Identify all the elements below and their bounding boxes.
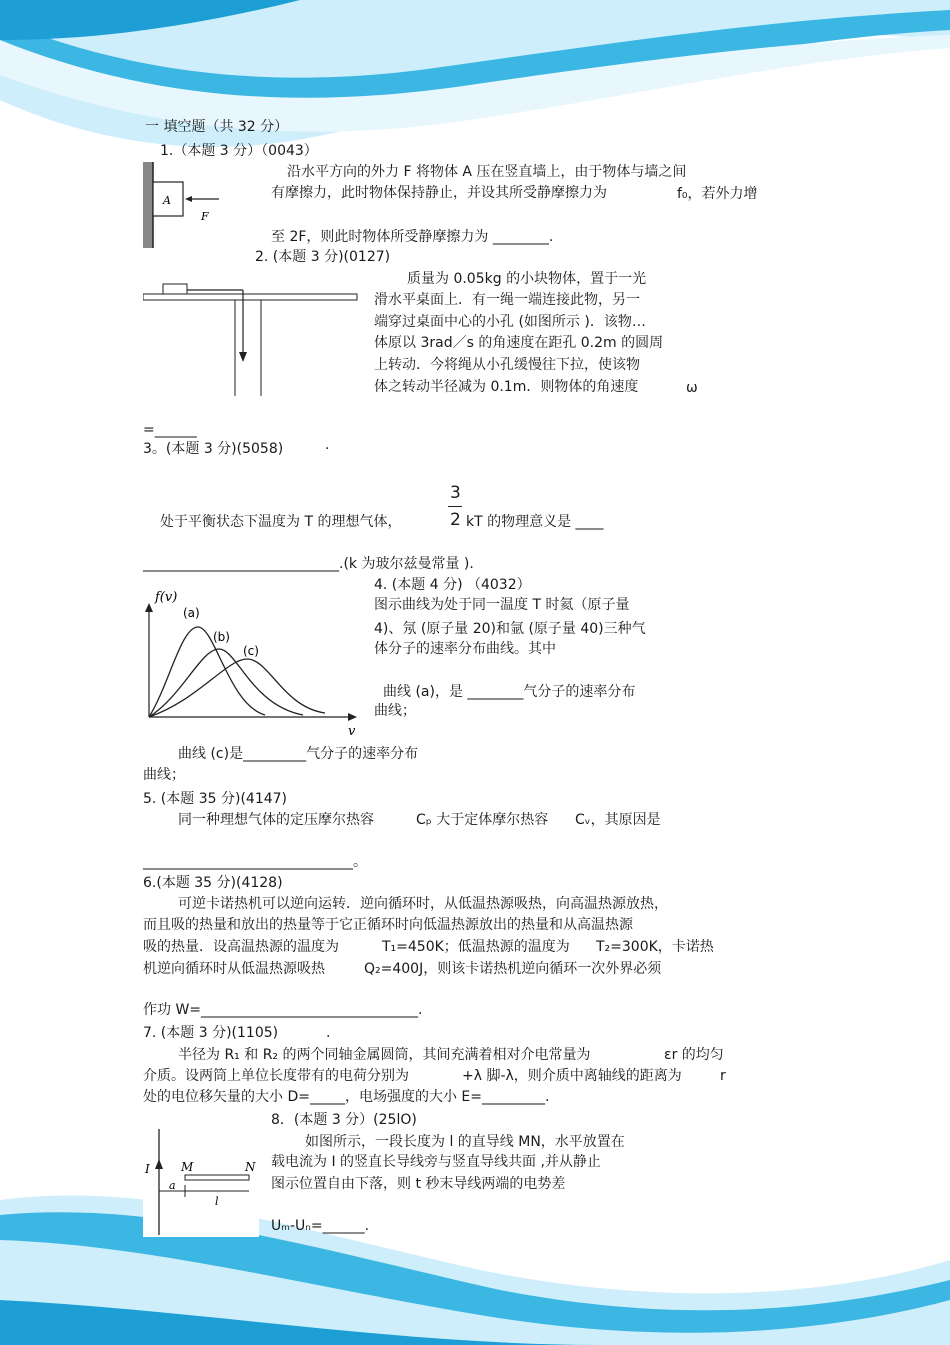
q7-line2-mid: +λ 脚-λ，则介质中离轴线的距离为 — [462, 1068, 682, 1084]
curve-c — [149, 659, 325, 717]
force-arrowhead — [185, 196, 192, 202]
q1-header: 1.（本题 3 分）（0043） — [160, 143, 318, 159]
q4-line1: 图示曲线为处于同一温度 T 时氦（原子量 — [374, 597, 630, 613]
current-label: I — [145, 1162, 150, 1176]
q2-line5: 上转动．今将绳从小孔缓慢往下拉，使该物 — [374, 357, 640, 373]
q8-line4: Uₘ-Uₙ=______. — [271, 1218, 370, 1234]
q8-line2: 载电流为 I 的竖直长导线旁与竖直导线共面 ,并从静止 — [271, 1154, 601, 1170]
q4-line5: 曲线； — [374, 703, 416, 719]
q2-blank: =______ — [143, 422, 197, 438]
q3-line1-end: kT 的物理意义是 ____ — [466, 514, 604, 530]
x-axis-label: v — [348, 724, 356, 739]
q6-line2: 而且吸的热量和放出的热量等于它正循环时向低温热源放出的热量和从高温热源 — [143, 917, 633, 933]
q2-line6: 体之转动半径减为 0.1m．则物体的角速度 — [374, 379, 639, 395]
q2-omega: ω — [686, 380, 698, 396]
curve-c-label: (c) — [243, 644, 259, 658]
q4-line4: 曲线 (a)，是 ________气分子的速率分布 — [383, 684, 636, 700]
label-a: A — [163, 194, 171, 207]
q7-line1-end: εr 的均匀 — [664, 1047, 724, 1063]
q5-header: 5. (本题 35 分)(4147) — [143, 791, 287, 807]
q2-header: 2. (本题 3 分)(0127) — [255, 249, 391, 265]
rod-mn — [185, 1175, 249, 1180]
label-f: F — [201, 210, 209, 223]
label-a: a — [169, 1179, 176, 1192]
q3-header: 3。(本题 3 分)(5058) — [143, 441, 284, 457]
q4-line7: 曲线； — [143, 767, 185, 783]
q2-line2: 滑水平桌面上．有一绳一端连接此物，另一 — [374, 292, 640, 308]
wall-hatch — [143, 162, 153, 248]
curve-b-label: (b) — [213, 630, 230, 644]
q1-figure — [143, 162, 221, 248]
q7-line3: 处的电位移矢量的大小 D=_____，电场强度的大小 E=_________. — [143, 1089, 550, 1105]
q5-line2: ______________________________。 — [143, 854, 367, 870]
q6-line3-mid: T₁=450K；低温热源的温度为 — [382, 939, 570, 955]
q5-line1: 同一种理想气体的定压摩尔热容 — [178, 812, 374, 828]
q1-line2: 有摩擦力，此时物体保持静止，并设其所受静摩擦力为 — [271, 185, 607, 201]
q1-line2-end: f₀，若外力增 — [677, 186, 758, 202]
q8-header: 8．(本题 3 分）(25lO) — [271, 1112, 417, 1128]
q6-header: 6.(本题 35 分)(4128) — [143, 875, 283, 891]
y-axis-label: f(v) — [155, 590, 178, 605]
section-header: 一 填空题（共 32 分） — [145, 119, 289, 135]
label-m: M — [181, 1160, 194, 1174]
y-axis-arrow — [145, 603, 153, 612]
label-l: l — [215, 1195, 219, 1208]
q7-header: 7. (本题 3 分)(1105) — [143, 1025, 279, 1041]
q8-line1: 如图所示，一段长度为 l 的直导线 MN，水平放置在 — [305, 1134, 625, 1150]
q7-line2-end: r — [720, 1068, 726, 1084]
q2-line4: 体原以 3rad／s 的角速度在距孔 0.2m 的圆周 — [374, 335, 664, 351]
q1-line1: 沿水平方向的外力 F 将物体 A 压在竖直墙上，由于物体与墙之间 — [287, 164, 687, 180]
q3-line1: 处于平衡状态下温度为 T 的理想气体， — [160, 514, 402, 530]
q7-line2: 介质。设两筒上单位长度带有的电荷分别为 — [143, 1068, 409, 1084]
fraction-numerator: 3 — [450, 483, 461, 503]
q1-line3: 至 2F，则此时物体所受静摩擦力为 ________. — [271, 229, 554, 245]
fraction-denominator: 2 — [450, 510, 461, 530]
label-n: N — [245, 1160, 256, 1174]
q5-line1-end: Cᵥ，其原因是 — [575, 812, 661, 828]
fraction-bar — [448, 506, 462, 507]
q6-line1: 可逆卡诺热机可以逆向运转．逆向循环时，从低温热源吸热，向高温热源放热， — [178, 896, 668, 912]
small-block — [163, 284, 187, 294]
q4-line6: 曲线 (c)是_________气分子的速率分布 — [178, 746, 419, 762]
q6-line5: 作功 W=_______________________________. — [143, 1002, 423, 1018]
q2-line3: 端穿过桌面中心的小孔 (如图所示 )．该物… — [374, 314, 646, 330]
q3-dot: · — [325, 441, 330, 457]
q7-dot: . — [326, 1025, 331, 1041]
q2-figure — [143, 280, 359, 396]
table-top — [143, 294, 357, 300]
q8-figure — [143, 1127, 259, 1237]
q2-line1: 质量为 0.05kg 的小块物体，置于一光 — [407, 271, 647, 287]
q7-line1: 半径为 R₁ 和 R₂ 的两个同轴金属圆筒，其间充满着相对介电常量为 — [178, 1047, 591, 1063]
q4-line2: 4)、氖 (原子量 20)和氩 (原子量 40)三种气 — [374, 621, 646, 637]
q4-line3: 体分子的速率分布曲线。其中 — [374, 641, 556, 657]
current-arrow — [155, 1159, 163, 1169]
pull-arrowhead — [239, 352, 247, 362]
q6-line3-end: T₂=300K，卡诺热 — [596, 939, 714, 955]
q5-line1-mid: Cₚ 大于定体摩尔热容 — [416, 812, 549, 828]
curve-a-label: (a) — [183, 606, 200, 620]
q4-figure — [143, 585, 359, 739]
q6-line3: 吸的热量．设高温热源的温度为 — [143, 939, 339, 955]
q6-line4: 机逆向循环时从低温热源吸热 — [143, 961, 325, 977]
q8-line3: 图示位置自由下落，则 t 秒末导线两端的电势差 — [271, 1176, 566, 1192]
q6-line4-end: Q₂=400J，则该卡诺热机逆向循环一次外界必须 — [364, 961, 662, 977]
q3-line2: ____________________________.(k 为玻尔兹曼常量 ). — [143, 556, 474, 572]
q4-header: 4. (本题 4 分) （4032） — [374, 577, 531, 593]
x-axis-arrow — [348, 713, 357, 721]
